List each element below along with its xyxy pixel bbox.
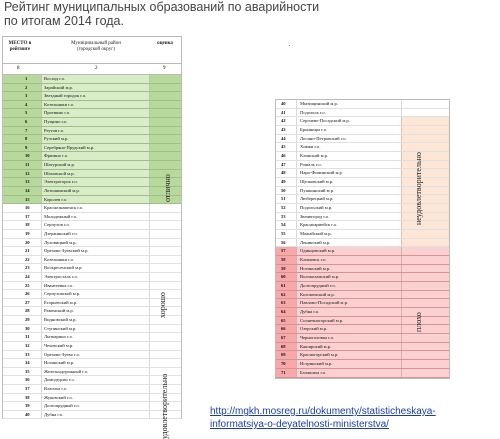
- row-district: Дзержинский г.о.: [44, 230, 78, 236]
- table-row: [276, 100, 449, 109]
- row-place: 9: [25, 144, 28, 150]
- row-place: 3: [25, 93, 28, 99]
- row-place: 35: [25, 368, 30, 374]
- row-place: 30: [25, 325, 30, 331]
- row-place: 21: [25, 248, 30, 254]
- table-row: [276, 273, 449, 282]
- row-district: Звенигород г.о.: [300, 213, 330, 219]
- row-district: Лосино-Петровский г.о.: [300, 135, 347, 141]
- table-row: [3, 359, 181, 368]
- table-row: [276, 169, 449, 178]
- row-place: 39: [25, 403, 30, 409]
- table-row: [3, 368, 181, 377]
- row-place: 36: [25, 377, 30, 383]
- row-district: Серпухов г.о.: [44, 222, 70, 228]
- table-row: [3, 333, 181, 342]
- table-row: [276, 204, 449, 213]
- table-row: [3, 290, 181, 299]
- row-district: Долгопрудный г.о.: [300, 283, 336, 289]
- table-row: [3, 221, 181, 230]
- row-district: Лотошинский м.р.: [44, 187, 80, 193]
- table-row: [276, 230, 449, 239]
- row-place: 63: [281, 300, 286, 306]
- row-place: 18: [25, 222, 30, 228]
- row-district: Павлово-Посадский м.р.: [300, 300, 349, 306]
- row-place: 68: [281, 343, 286, 349]
- table-row: [3, 239, 181, 248]
- table-row: [3, 230, 181, 239]
- row-place: 24: [25, 274, 30, 280]
- row-district: Ногинский м.р.: [300, 265, 331, 271]
- left-table-header: [3, 36, 181, 64]
- table-row: [3, 282, 181, 291]
- group-label-satisfactory: удовлетворительно: [160, 373, 169, 439]
- group-label-excellent: отлично: [163, 174, 172, 202]
- row-district: Протвино г.о.: [44, 110, 71, 116]
- table-row: [3, 75, 181, 84]
- left-table-body: [3, 75, 181, 419]
- row-place: 37: [25, 385, 30, 391]
- row-place: 26: [25, 291, 30, 297]
- row-place: 41: [281, 109, 286, 115]
- table-row: [276, 256, 449, 265]
- row-place: 59: [281, 265, 286, 271]
- row-district: Краснознаменск г.о.: [44, 205, 84, 211]
- table-row: [276, 178, 449, 187]
- row-place: 40: [25, 411, 30, 417]
- table-row: [276, 152, 449, 161]
- row-place: 14: [25, 187, 30, 193]
- row-place: 51: [281, 196, 286, 202]
- row-district: Ступинский м.р.: [44, 325, 77, 331]
- row-place: 47: [281, 161, 286, 167]
- row-district: Чеховский м.р.: [44, 342, 74, 348]
- group-label-unsatisfactory: неудовлетворительно: [414, 152, 423, 225]
- row-place: 57: [281, 248, 286, 254]
- row-place: 66: [281, 326, 286, 332]
- row-district: Озерский м.р.: [300, 326, 328, 332]
- row-district: Егорьевский м.р.: [44, 299, 78, 305]
- table-row: [276, 282, 449, 291]
- row-district: Одинцовский м.р.: [300, 248, 336, 254]
- row-place: 45: [281, 144, 286, 150]
- table-row: [3, 273, 181, 282]
- table-row: [3, 144, 181, 153]
- row-place: 11: [25, 162, 30, 168]
- table-row: [3, 402, 181, 411]
- row-district: Восход г.о.: [44, 76, 66, 81]
- row-place: 4: [25, 101, 28, 107]
- row-place: 15: [25, 196, 30, 202]
- row-place: 25: [25, 282, 30, 288]
- col-number: 2: [95, 66, 98, 71]
- table-row: [276, 143, 449, 152]
- table-row: [3, 170, 181, 179]
- row-place: 13: [25, 179, 30, 185]
- row-place: 8: [25, 136, 28, 142]
- row-place: 71: [281, 369, 286, 375]
- table-row: [3, 204, 181, 213]
- row-district: Щелковский м.р.: [300, 179, 334, 185]
- header-district: Муниципальный район (городской округ): [71, 41, 121, 52]
- table-row: [3, 135, 181, 144]
- table-row: [276, 117, 449, 126]
- row-place: 31: [25, 334, 30, 340]
- row-place: 55: [281, 231, 286, 237]
- table-row: [276, 334, 449, 343]
- row-place: 60: [281, 274, 286, 280]
- row-district: Черноголовка г.о.: [300, 335, 335, 341]
- row-district: Лыткарино г.о.: [44, 334, 74, 340]
- source-link-line-1[interactable]: http://mgkh.mosreg.ru/dokumenty/statisticheskaya-: [210, 406, 436, 417]
- row-place: 40: [281, 101, 286, 106]
- row-place: 16: [25, 205, 30, 211]
- col-number: 8: [17, 66, 20, 71]
- row-place: 56: [281, 239, 286, 245]
- row-district: Молодежный г.о.: [44, 213, 78, 219]
- col-number: 9: [163, 66, 166, 71]
- row-district: Домодедово г.о.: [44, 377, 75, 383]
- table-row: [276, 126, 449, 135]
- row-district: Красногорский м.р.: [300, 352, 339, 358]
- row-place: 48: [281, 170, 286, 176]
- table-row: [3, 376, 181, 385]
- table-row: [276, 109, 449, 118]
- row-place: 64: [281, 309, 286, 315]
- row-district: Орехово-Зуево г.о.: [44, 351, 81, 357]
- table-row: [3, 394, 181, 403]
- row-place: 44: [281, 135, 286, 141]
- table-row: [3, 316, 181, 325]
- table-row: [3, 256, 181, 265]
- row-place: 17: [25, 213, 30, 219]
- row-place: 23: [25, 265, 30, 271]
- row-district: Можайский м.р.: [300, 231, 332, 237]
- row-district: Власиха г.о.: [44, 385, 68, 391]
- row-district: Дубна г.о.: [44, 411, 64, 417]
- row-place: 28: [25, 308, 30, 314]
- row-district: Ивантеевка г.о.: [44, 282, 74, 288]
- row-district: Реутов г.о.: [44, 127, 65, 133]
- table-row: [276, 195, 449, 204]
- left-rating-table: [2, 36, 182, 439]
- row-place: 33: [25, 351, 30, 357]
- table-row: [276, 299, 449, 308]
- row-district: Клинский м.р.: [300, 153, 329, 159]
- row-place: 42: [281, 118, 286, 124]
- row-district: Котельники г.о.: [44, 101, 75, 107]
- table-row: [3, 161, 181, 170]
- table-row: [276, 317, 449, 326]
- source-link-line-2[interactable]: informatsiya-o-deyatelnosti-ministerstva/: [210, 419, 389, 430]
- row-place: 52: [281, 205, 286, 211]
- row-place: 1: [25, 76, 28, 81]
- table-row: [276, 187, 449, 196]
- row-place: 50: [281, 187, 286, 193]
- header-score: оценка: [157, 41, 173, 46]
- row-district: Электросталь г.о.: [44, 274, 78, 280]
- row-district: Коломенский м.р.: [300, 291, 335, 297]
- page-title: [4, 0, 319, 28]
- row-district: Пущино г.о.: [44, 119, 68, 125]
- row-district: Химки г.о.: [300, 144, 321, 150]
- row-district: Луховицкий м.р.: [44, 239, 77, 245]
- row-district: Дубна г.о.: [300, 309, 320, 315]
- row-district: Истринский м.р.: [300, 361, 333, 367]
- row-place: 27: [25, 299, 30, 305]
- row-district: Каширский м.р.: [300, 343, 332, 349]
- table-row: [276, 161, 449, 170]
- row-district: Электрогорск г.о.: [44, 179, 78, 185]
- row-place: 65: [281, 317, 286, 323]
- row-district: Подольск г.о.: [300, 109, 326, 115]
- row-district: Сергиево-Посадский м.р.: [300, 118, 350, 124]
- table-row: [3, 84, 181, 93]
- group-label-good: хорошо: [158, 292, 167, 318]
- table-row: [276, 135, 449, 144]
- right-table-body: [276, 100, 449, 378]
- stray-dot: [289, 45, 290, 46]
- group-label-bad: плохо: [414, 312, 423, 332]
- table-row: [3, 127, 181, 136]
- row-district: Зарайский м.р.: [44, 84, 73, 90]
- table-row: [276, 351, 449, 360]
- table-row: [3, 307, 181, 316]
- table-row: [276, 239, 449, 248]
- table-row: [3, 118, 181, 127]
- row-district: Ногинский м.р.: [44, 360, 75, 366]
- row-district: Орехово-Зуевский м.р.: [44, 248, 89, 254]
- row-place: 7: [25, 127, 28, 133]
- row-district: Пушкинский м.р.: [300, 187, 335, 193]
- row-place: 5: [25, 110, 28, 116]
- row-district: Фрязино г.о.: [44, 153, 69, 159]
- row-district: Звездный городок г.о.: [44, 93, 87, 99]
- table-row: [3, 187, 181, 196]
- row-place: 54: [281, 222, 286, 228]
- row-place: 32: [25, 342, 30, 348]
- row-place: 67: [281, 335, 286, 341]
- row-district: Бронницы г.о.: [300, 127, 328, 133]
- table-row: [3, 92, 181, 101]
- row-district: Люберецкий м.р.: [300, 196, 334, 202]
- right-rating-table: [275, 99, 450, 379]
- row-district: Шатурский м.р.: [44, 162, 75, 168]
- table-row: [276, 360, 449, 369]
- table-row: [3, 299, 181, 308]
- row-place: 2: [25, 84, 28, 90]
- table-row: [3, 178, 181, 187]
- table-row: [3, 385, 181, 394]
- table-row: [3, 411, 181, 420]
- row-place: 49: [281, 179, 286, 185]
- row-district: Рошаль г.о.: [300, 161, 322, 167]
- row-district: Рузский м.р.: [44, 136, 69, 142]
- row-district: Волоколамский м.р.: [300, 274, 340, 280]
- row-place: 34: [25, 360, 30, 366]
- table-row: [3, 351, 181, 360]
- row-place: 6: [25, 119, 28, 125]
- table-row: [3, 196, 181, 205]
- row-place: 58: [281, 257, 286, 263]
- row-district: Солнечногорский м.р.: [300, 317, 344, 323]
- row-district: Жуковский г.о.: [44, 394, 73, 400]
- title-line-1: Рейтинг муниципальных образований по аварийности: [4, 0, 320, 14]
- row-place: 19: [25, 230, 30, 236]
- title-line-2: по итогам 2014 года.: [4, 14, 124, 28]
- row-place: 69: [281, 352, 286, 358]
- table-row: [276, 265, 449, 274]
- table-row: [276, 343, 449, 352]
- row-district: Раменский м.р.: [44, 308, 74, 314]
- row-district: Железнодорожный г.о.: [44, 368, 89, 374]
- row-district: Климовск г.о.: [300, 257, 327, 263]
- table-row: [3, 101, 181, 110]
- row-place: 53: [281, 213, 286, 219]
- row-place: 62: [281, 291, 286, 297]
- row-district: Котельники г.о.: [44, 256, 75, 262]
- table-row: [3, 247, 181, 256]
- row-place: 61: [281, 283, 286, 289]
- row-place: 29: [25, 317, 30, 323]
- table-row: [3, 325, 181, 334]
- row-place: 43: [281, 127, 286, 133]
- source-link[interactable]: [210, 405, 436, 431]
- row-district: Балашиха г.о.: [300, 369, 327, 375]
- row-district: Серпуховской м.р.: [44, 291, 81, 297]
- row-place: 38: [25, 394, 30, 400]
- row-district: Наро-Фоминский м.р.: [300, 170, 343, 176]
- row-place: 46: [281, 153, 286, 159]
- table-row: [3, 109, 181, 118]
- table-row: [3, 342, 181, 351]
- row-district: Ленинский м.р.: [300, 239, 331, 245]
- header-place: МЕСТО в рейтинге: [8, 41, 32, 52]
- table-row: [276, 247, 449, 256]
- row-district: Воскресенский м.р.: [44, 265, 83, 271]
- table-row: [276, 308, 449, 317]
- left-table-col-numbers: [3, 64, 181, 75]
- row-district: Видновский м.р.: [44, 317, 77, 323]
- table-row: [276, 291, 449, 300]
- row-district: Подольский м.р.: [300, 205, 333, 211]
- row-district: Королев г.о.: [44, 196, 68, 202]
- row-district: Долгопрудный г.о.: [44, 403, 80, 409]
- row-place: 10: [25, 153, 30, 159]
- table-row: [3, 152, 181, 161]
- table-row: [3, 213, 181, 222]
- table-row: [276, 369, 449, 378]
- row-district: Красноармейск г.о.: [300, 222, 338, 228]
- table-row: [276, 221, 449, 230]
- table-row: [276, 213, 449, 222]
- row-district: Шаховской м.р.: [44, 170, 75, 176]
- table-row: [276, 325, 449, 334]
- row-place: 70: [281, 361, 286, 367]
- row-district: Серебряно-Прудский м.р.: [44, 144, 95, 150]
- row-place: 22: [25, 256, 30, 262]
- row-place: 12: [25, 170, 30, 176]
- row-district: Мытищинский м.р.: [300, 101, 338, 106]
- table-row: [3, 264, 181, 273]
- row-place: 20: [25, 239, 30, 245]
